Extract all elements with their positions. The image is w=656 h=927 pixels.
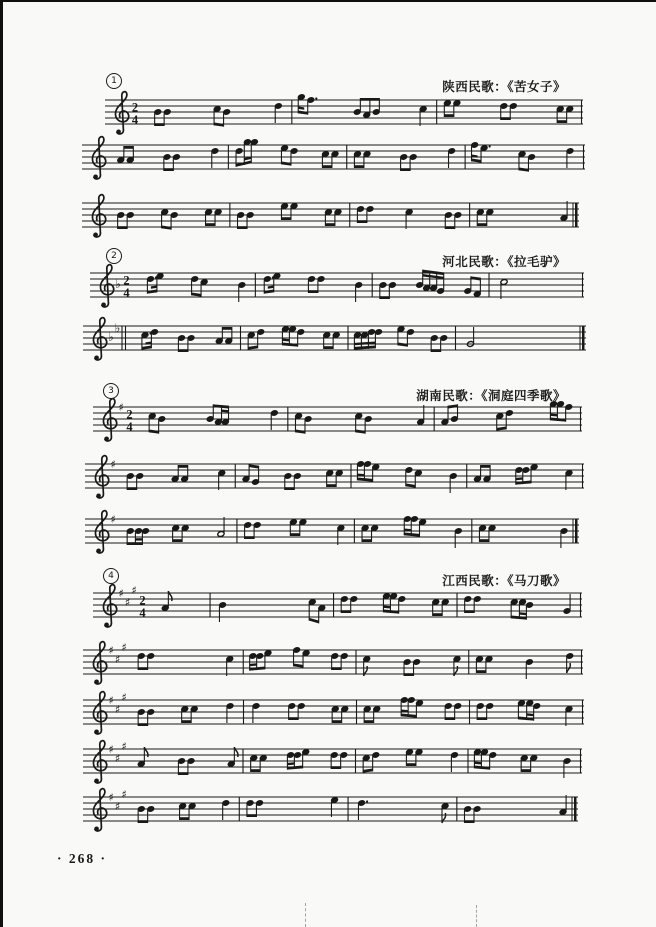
sharp-icon: ♯ bbox=[108, 742, 114, 756]
eighth-flag bbox=[364, 666, 368, 676]
beam bbox=[325, 223, 335, 226]
treble-clef-icon bbox=[93, 692, 106, 734]
beam bbox=[511, 616, 526, 620]
beam bbox=[206, 223, 216, 226]
treble-clef-icon bbox=[115, 92, 128, 134]
beam bbox=[135, 538, 142, 540]
time-signature-denominator: 4 bbox=[139, 605, 146, 620]
song-name-label: 《拉毛驴》 bbox=[507, 255, 566, 269]
final-barline bbox=[575, 203, 578, 227]
beam bbox=[519, 168, 529, 172]
beam bbox=[497, 427, 507, 431]
sharp-icon: ♯ bbox=[114, 702, 121, 716]
beam bbox=[164, 168, 174, 171]
song-4-number-badge bbox=[103, 568, 119, 584]
song-number: 1 bbox=[111, 75, 117, 86]
beam bbox=[213, 404, 228, 408]
beam bbox=[287, 766, 302, 770]
song-number: 3 bbox=[108, 385, 114, 396]
flat-icon: ♭ bbox=[108, 329, 114, 344]
beam bbox=[431, 349, 441, 352]
beam bbox=[519, 612, 526, 615]
treble-clef-icon bbox=[103, 399, 116, 441]
sharp-icon: ♯ bbox=[108, 693, 114, 707]
time-signature-numerator: 2 bbox=[139, 593, 146, 608]
sharp-icon: ♯ bbox=[124, 595, 131, 609]
beam bbox=[245, 536, 255, 539]
augmentation-dot bbox=[315, 97, 317, 99]
beam bbox=[290, 533, 300, 536]
beam bbox=[222, 409, 229, 412]
song-1-number-badge bbox=[106, 73, 122, 89]
beam bbox=[354, 346, 375, 350]
beam bbox=[404, 533, 419, 537]
beam bbox=[247, 814, 257, 817]
beam bbox=[251, 769, 261, 772]
eighth-flag bbox=[454, 666, 458, 676]
song-1-title bbox=[442, 77, 566, 95]
beam bbox=[138, 820, 148, 823]
beam bbox=[147, 290, 157, 294]
beam bbox=[521, 769, 531, 772]
sharp-icon: ♯ bbox=[121, 787, 127, 801]
beam bbox=[356, 430, 366, 434]
song-number: 4 bbox=[108, 570, 114, 581]
final-barline bbox=[574, 797, 577, 821]
beam bbox=[448, 404, 458, 408]
treble-clef-icon bbox=[93, 741, 106, 783]
eighth-flag bbox=[442, 813, 446, 823]
treble-clef-icon bbox=[93, 789, 106, 831]
beam bbox=[401, 714, 416, 718]
beam bbox=[550, 414, 557, 417]
beam bbox=[341, 610, 351, 613]
beam bbox=[222, 327, 232, 330]
beam bbox=[289, 717, 299, 720]
flat-icon: ♭ bbox=[114, 320, 121, 335]
beam bbox=[527, 713, 534, 716]
beam bbox=[249, 464, 259, 468]
beam bbox=[151, 286, 157, 289]
beam bbox=[250, 667, 265, 671]
beam bbox=[294, 664, 304, 668]
treble-clef-icon bbox=[103, 585, 116, 627]
sharp-icon: ♯ bbox=[121, 640, 127, 654]
beam bbox=[445, 717, 455, 720]
beam bbox=[287, 762, 294, 765]
scan-artifact-mark bbox=[305, 903, 306, 927]
beam bbox=[354, 342, 375, 346]
beam bbox=[360, 98, 379, 101]
beam bbox=[474, 766, 489, 770]
beam bbox=[423, 270, 444, 276]
beam bbox=[444, 114, 454, 117]
beam bbox=[236, 160, 251, 166]
scan-artifact-mark bbox=[476, 905, 477, 927]
beam bbox=[281, 162, 291, 166]
final-barline bbox=[575, 519, 578, 543]
beam bbox=[324, 346, 334, 349]
song-1-staff-system-3 bbox=[82, 187, 579, 251]
sharp-icon: ♯ bbox=[118, 400, 124, 414]
song-4-staff-system-5 bbox=[83, 781, 578, 845]
beam bbox=[149, 430, 159, 434]
beam bbox=[127, 487, 136, 490]
beam bbox=[173, 539, 183, 542]
song-2-number-badge bbox=[106, 248, 122, 264]
final-barline bbox=[582, 326, 585, 350]
treble-clef-icon bbox=[92, 195, 105, 237]
song-3-number-badge bbox=[103, 383, 119, 399]
time-signature-numerator: 2 bbox=[126, 407, 133, 422]
sharp-icon: ♯ bbox=[114, 799, 121, 813]
beam bbox=[182, 720, 192, 723]
song-origin-label: 河北民歌： bbox=[442, 255, 508, 269]
beam bbox=[138, 667, 148, 670]
beam bbox=[518, 717, 533, 721]
beam bbox=[471, 276, 481, 280]
beam bbox=[401, 168, 411, 171]
beam bbox=[282, 343, 297, 347]
beam bbox=[308, 290, 318, 293]
beam bbox=[357, 220, 367, 223]
treble-clef-icon bbox=[93, 318, 106, 360]
sharp-icon: ♯ bbox=[121, 690, 127, 704]
time-signature-denominator: 4 bbox=[123, 285, 130, 300]
beam bbox=[481, 465, 491, 468]
eighth-flag bbox=[234, 747, 238, 757]
beam bbox=[380, 296, 390, 299]
song-origin-label: 江西民歌： bbox=[442, 574, 508, 588]
beam bbox=[192, 293, 202, 297]
beam bbox=[295, 430, 305, 434]
page-number-label: · 268 · bbox=[57, 851, 108, 866]
scan-edge-left bbox=[0, 0, 3, 927]
beam bbox=[477, 223, 487, 226]
page-number bbox=[57, 851, 107, 867]
treble-clef-icon bbox=[92, 137, 105, 179]
sharp-icon: ♯ bbox=[108, 790, 114, 804]
song-2-staff-system-2 bbox=[83, 310, 586, 374]
beam bbox=[465, 610, 475, 613]
beam bbox=[178, 772, 188, 775]
beam bbox=[298, 111, 308, 115]
sharp-icon: ♯ bbox=[121, 739, 127, 753]
beam bbox=[472, 159, 482, 163]
sharp-icon: ♯ bbox=[118, 586, 124, 600]
beam bbox=[550, 418, 565, 422]
beam bbox=[357, 478, 372, 482]
beam bbox=[238, 226, 248, 229]
beam bbox=[398, 343, 408, 347]
sharp-icon: ♯ bbox=[108, 643, 114, 657]
beam bbox=[214, 123, 224, 127]
beam bbox=[281, 217, 291, 220]
song-name-label: 《洞庭四季歌》 bbox=[481, 389, 566, 403]
beam bbox=[331, 766, 341, 769]
song-number: 2 bbox=[111, 250, 117, 261]
beam bbox=[464, 820, 474, 823]
eighth-flag bbox=[168, 591, 172, 601]
song-3-title bbox=[416, 386, 566, 404]
time-signature-denominator: 4 bbox=[131, 112, 139, 127]
beam bbox=[162, 226, 172, 230]
sharp-icon: ♯ bbox=[114, 751, 121, 765]
beam bbox=[248, 346, 258, 350]
song-name-label: 《苦女子》 bbox=[507, 80, 566, 94]
beam bbox=[363, 769, 373, 773]
beam bbox=[364, 720, 374, 723]
song-origin-label: 湖南民歌： bbox=[416, 389, 482, 403]
beam bbox=[127, 542, 142, 545]
beam bbox=[322, 165, 332, 168]
beam bbox=[423, 274, 444, 279]
song-name-label: 《马刀歌》 bbox=[507, 574, 566, 588]
eighth-flag bbox=[144, 747, 148, 757]
beam bbox=[433, 613, 443, 616]
treble-clef-icon bbox=[100, 265, 113, 307]
beam bbox=[383, 610, 398, 614]
beam bbox=[264, 290, 274, 294]
sharp-icon: ♯ bbox=[114, 652, 121, 666]
beam bbox=[118, 226, 128, 229]
sharp-icon: ♯ bbox=[131, 583, 137, 597]
flat-icon: ♭ bbox=[115, 276, 121, 291]
treble-clef-icon bbox=[95, 456, 108, 498]
song-1-staff-system-2 bbox=[82, 129, 585, 193]
beam bbox=[285, 487, 295, 490]
treble-clef-icon bbox=[93, 642, 106, 684]
beam bbox=[557, 120, 567, 123]
song-4-title bbox=[442, 571, 566, 589]
sharp-icon: ♯ bbox=[110, 457, 116, 471]
beam bbox=[383, 606, 390, 609]
time-signature-numerator: 2 bbox=[131, 100, 139, 115]
beam bbox=[178, 349, 188, 352]
beam bbox=[298, 107, 304, 110]
beam bbox=[479, 539, 489, 542]
beam bbox=[250, 663, 257, 666]
beam bbox=[180, 817, 190, 820]
time-signature-denominator: 4 bbox=[126, 419, 133, 434]
song-origin-label: 陕西民歌： bbox=[442, 80, 508, 94]
beam bbox=[501, 117, 511, 120]
beam bbox=[138, 723, 148, 726]
beam bbox=[406, 763, 416, 766]
beam bbox=[178, 465, 188, 468]
beam bbox=[327, 484, 337, 487]
beam bbox=[445, 226, 455, 229]
beam bbox=[142, 346, 152, 350]
beam bbox=[354, 165, 364, 168]
beam bbox=[124, 146, 134, 149]
beam bbox=[476, 670, 486, 673]
beam bbox=[516, 477, 523, 480]
beam bbox=[362, 539, 372, 542]
song-3-staff-system-3 bbox=[85, 503, 579, 567]
beam bbox=[282, 339, 289, 342]
beam bbox=[332, 720, 342, 723]
beam bbox=[268, 286, 274, 289]
sharp-icon: ♯ bbox=[110, 512, 116, 526]
beam bbox=[404, 673, 414, 676]
song-2-title bbox=[442, 252, 566, 270]
scan-edge-top bbox=[0, 0, 656, 2]
beam bbox=[477, 717, 487, 720]
beam bbox=[155, 123, 165, 126]
augmentation-dot bbox=[366, 800, 368, 802]
beam bbox=[516, 481, 531, 485]
treble-clef-icon bbox=[95, 511, 108, 553]
time-signature-numerator: 2 bbox=[123, 273, 130, 288]
beam bbox=[332, 667, 342, 670]
beam bbox=[406, 484, 416, 488]
beam bbox=[474, 762, 481, 765]
augmentation-dot bbox=[489, 145, 491, 147]
beam bbox=[309, 618, 319, 624]
